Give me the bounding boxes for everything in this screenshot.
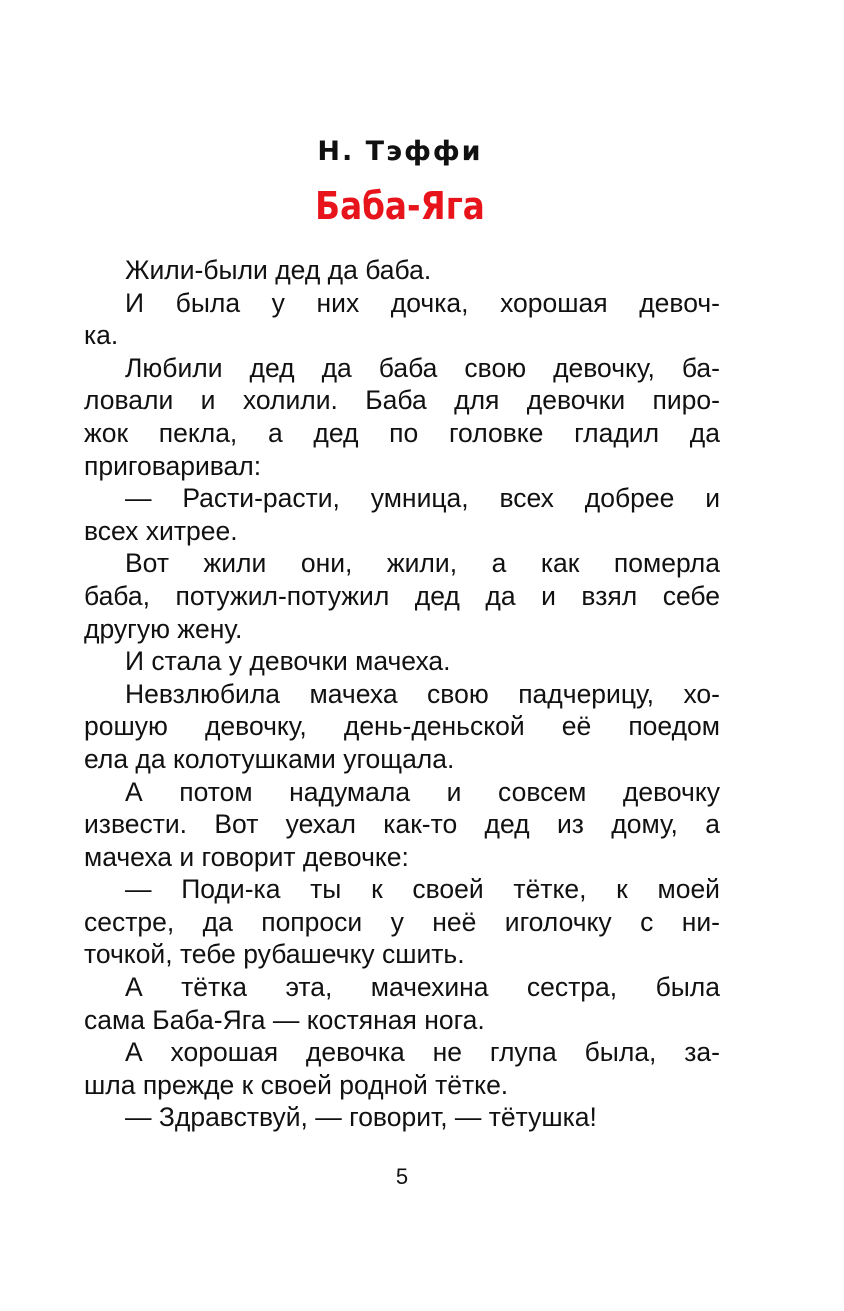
- text-line: Невзлюбила мачеха свою падчерицу, хо-: [125, 678, 720, 709]
- text-line: сама Баба-Яга — костяная нога.: [84, 1004, 485, 1035]
- text-line: рошую девочку, день-деньской её поедом: [84, 711, 720, 742]
- text-line: И была у них дочка, хорошая девоч-: [125, 287, 720, 318]
- text-line: А хорошая девочка не глупа была, за-: [125, 1037, 720, 1068]
- text-line: Жили-были дед да баба.: [125, 255, 432, 285]
- text-line: — Расти-расти, умница, всех добрее и: [125, 483, 720, 514]
- text-line: другую жену.: [84, 613, 243, 644]
- text-line: И стала у девочки мачеха.: [125, 646, 451, 677]
- text-line: сестре, да попроси у неё иголочку с ни-: [84, 906, 720, 937]
- author-name: Н. Тэффи: [317, 136, 483, 167]
- text-line: всех хитрее.: [84, 515, 238, 546]
- text-line: точкой, тебе рубашечку сшить.: [84, 939, 465, 970]
- text-line: ловали и холили. Баба для девочки пиро-: [84, 385, 720, 416]
- text-line: Любили дед да баба свою девочку, ба-: [125, 352, 720, 383]
- text-line: — Поди-ка ты к своей тётке, к моей: [125, 874, 720, 905]
- story-text: [84, 254, 720, 1134]
- text-line: жок пекла, а дед по головке гладил да: [84, 417, 720, 448]
- text-line: А потом надумала и совсем девочку: [125, 776, 720, 807]
- text-line: А тётка эта, мачехина сестра, была: [125, 972, 720, 1003]
- text-line: — Здравствуй, — говорит, — тётушка!: [125, 1102, 597, 1133]
- text-line: извести. Вот уехал как-то дед из дому, а: [84, 809, 720, 840]
- story-title: Баба-Яга: [315, 184, 485, 228]
- text-line: ка.: [84, 320, 119, 351]
- text-line: ела да колотушками угощала.: [84, 743, 455, 774]
- text-line: шла прежде к своей родной тётке.: [84, 1069, 509, 1100]
- page-number: 5: [395, 1164, 409, 1189]
- text-line: приговаривал:: [84, 450, 262, 481]
- text-line: мачеха и говорит девочке:: [84, 841, 409, 872]
- text-line: баба, потужил-потужил дед да и взял себе: [84, 580, 720, 611]
- text-line: Вот жили они, жили, а как померла: [125, 548, 720, 579]
